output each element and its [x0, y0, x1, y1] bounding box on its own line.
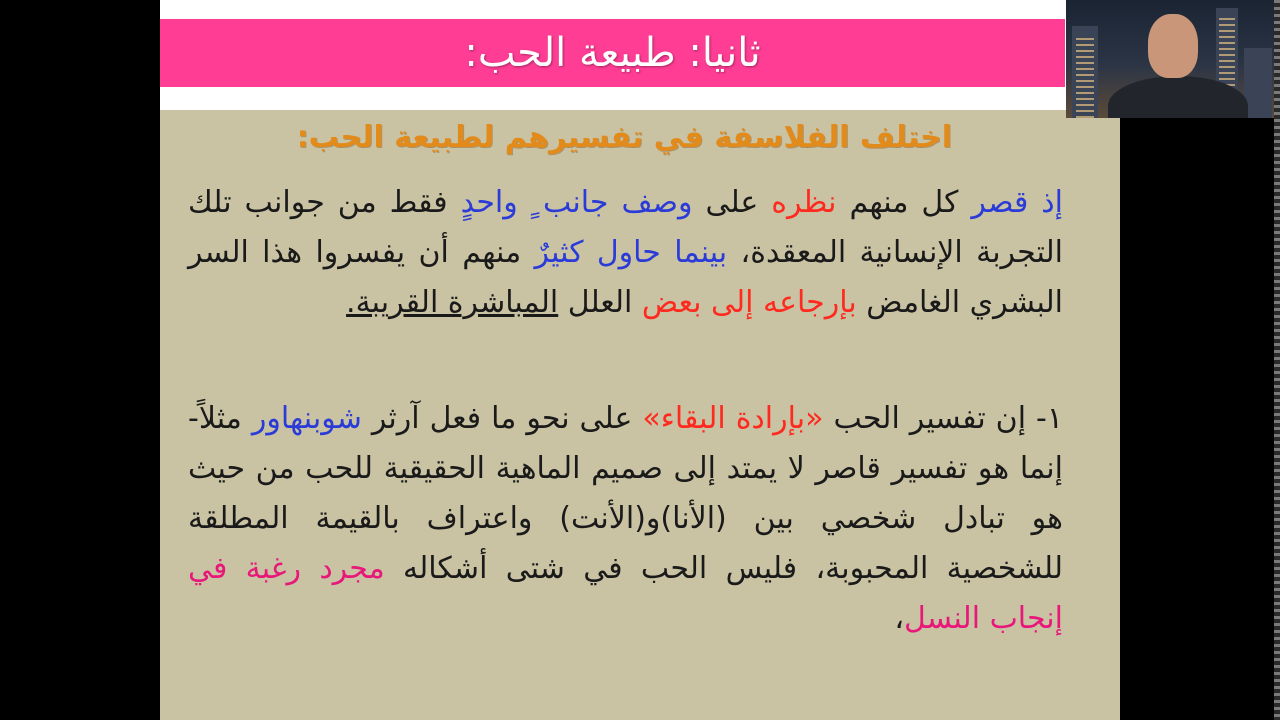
- paragraph-2: [188, 394, 1063, 644]
- emphasis-red: «بإرادة البقاء»: [642, 401, 824, 436]
- paragraph-1: [188, 178, 1063, 328]
- text-span: فقط من جوانب تلك التجربة الإنسانية المعقدة،: [188, 185, 1063, 270]
- city-building: [1244, 48, 1272, 118]
- text-span: على: [692, 185, 772, 220]
- webcam-overlay: [1066, 0, 1274, 118]
- text-span: العلل: [558, 285, 642, 320]
- city-lights: [1076, 38, 1094, 118]
- emphasis-pink: مجرد رغبة في إنجاب النسل: [188, 551, 1063, 636]
- emphasis-blue: وصف جانب ٍ واحدٍ: [460, 185, 693, 220]
- text-span: مثلاً- إنما هو تفسير قاصر لا يمتد إلى صميم الماهية الحقيقية للحب من حيث هو تبادل شخصي بين (الأنا)و(الأنت) واعتراف بالقيمة المطلقة للشخصية المحبوبة، فليس الحب في شتى أشكاله: [188, 401, 1063, 586]
- slide-title-bar: [160, 19, 1065, 87]
- slide-title: ثانيا: طبيعة الحب:: [464, 30, 761, 76]
- emphasis-red: نظره: [771, 185, 837, 220]
- text-span: ١- إن تفسير الحب: [823, 401, 1064, 436]
- window-edge-strip: [1274, 0, 1280, 720]
- slide-content: [160, 110, 1120, 720]
- slide: [160, 0, 1120, 720]
- text-span: منهم أن يفسروا هذا السر البشري الغامض: [188, 235, 1063, 320]
- underlined-text: المباشرة القريبة.: [346, 285, 559, 320]
- emphasis-blue: شوبنهاور: [251, 401, 362, 436]
- emphasis-red: بإرجاعه إلى بعض: [641, 285, 857, 320]
- text-span: كل منهم: [836, 185, 972, 220]
- emphasis-blue: إذ قصر: [971, 185, 1063, 220]
- emphasis-blue: بينما حاول كثيرٌ: [534, 235, 728, 270]
- text-span: ،: [894, 601, 905, 636]
- content-heading: اختلف الفلاسفة في تفسيرهم لطبيعة الحب:: [296, 120, 952, 155]
- text-span: على نحو ما فعل آرثر: [361, 401, 643, 436]
- presenter-head: [1148, 14, 1198, 78]
